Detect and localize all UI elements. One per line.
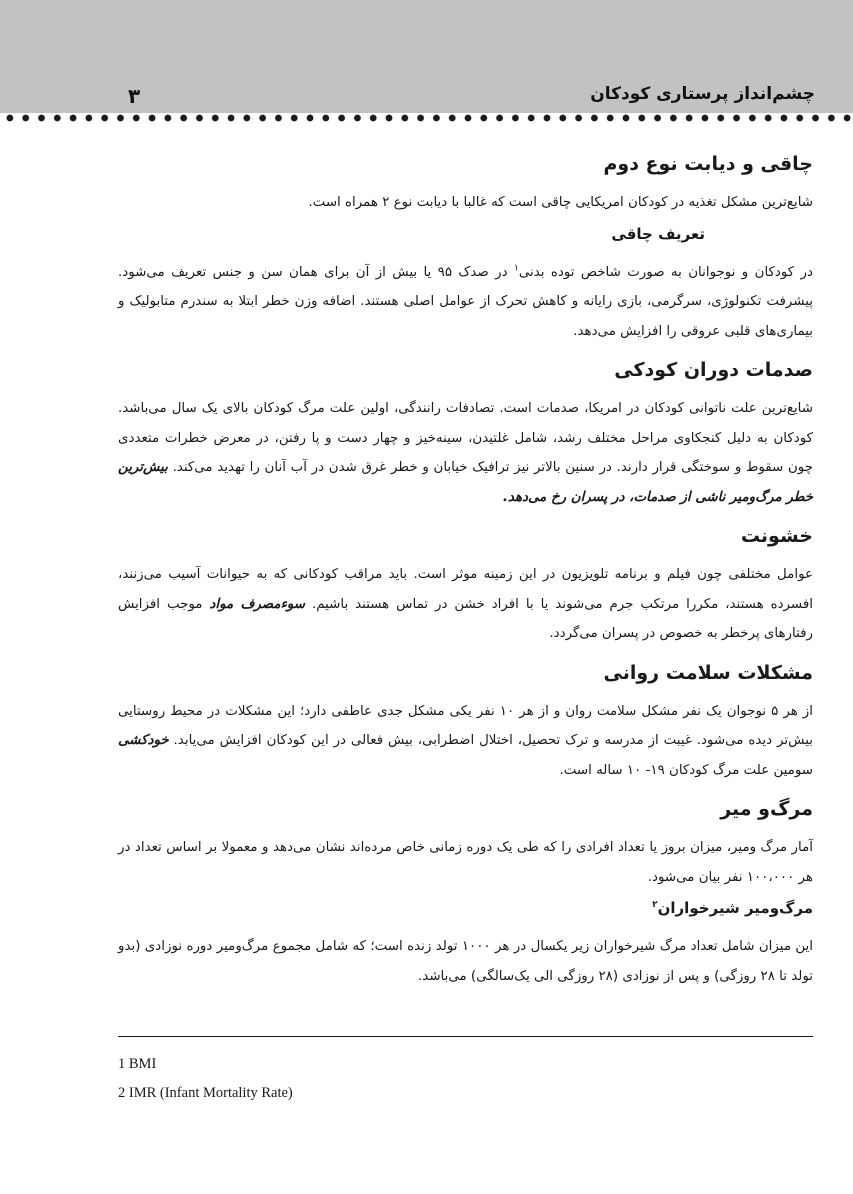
sub-heading: تعریف چاقی xyxy=(611,224,705,243)
paragraph xyxy=(118,258,813,347)
paragraph-text: عوامل مختلفی چون فیلم و برنامه تلویزیون در این زمینه موثر است. باید مراقب کودکانی که به حیوانات آسیب می‌زنند، افسرده هستند، مکررا مرتکب جرم می‌شوند یا با افراد خشن در تماس هستند باشیم. xyxy=(118,567,813,612)
paragraph: شایع‌ترین مشکل تغذیه در کودکان امریکایی چاقی است که غالبا با دیابت نوع ۲ همراه است. xyxy=(308,195,813,210)
section-heading: صدمات دوران کودکی xyxy=(614,359,813,381)
section-mental-health xyxy=(118,659,813,786)
sub-heading xyxy=(118,896,813,920)
section-violence xyxy=(118,522,813,649)
page-number: ۳ xyxy=(128,84,141,108)
emphasis-text: بیش‌ترین خطر مرگ‌ومیر ناشی از صدمات، در پسران رخ می‌دهد. xyxy=(118,460,813,505)
paragraph xyxy=(118,394,813,512)
paragraph-text: در کودکان و نوجوانان به صورت شاخص توده بدنی xyxy=(518,264,813,280)
sub-heading-text: مرگ‌ومیر شیرخواران xyxy=(657,899,813,917)
section-heading: خشونت xyxy=(740,525,813,547)
dotted-divider xyxy=(0,113,853,123)
paragraph-text: موجب افزایش رفتارهای پرخطر به خصوص در پسران می‌گردد. xyxy=(118,596,813,641)
footnote-ref: ۱ xyxy=(513,263,519,274)
section-heading: مشکلات سلامت روانی xyxy=(603,661,813,684)
section-mortality xyxy=(118,795,813,991)
paragraph: آمار مرگ ومیر، میزان بروز یا تعداد افرادی را که طی یک دوره زمانی خاص مرده‌اند نشان می‌دهد و معمولا بر اساس تعداد در هر ۱۰۰،۰۰۰ نفر بیان می‌شود. xyxy=(118,840,813,885)
footnotes xyxy=(118,1050,293,1108)
paragraph xyxy=(118,560,813,649)
paragraph-text: سومین علت مرگ کودکان ۱۹- ۱۰ ساله است. xyxy=(559,762,813,778)
footnote-divider xyxy=(118,1036,813,1037)
paragraph xyxy=(118,697,813,786)
section-obesity xyxy=(118,150,813,346)
footnote-1: 1 BMI xyxy=(118,1056,157,1072)
paragraph-text: از هر ۵ نوجوان یک نفر مشکل سلامت روان و از هر ۱۰ نفر یکی مشکل جدی عاطفی دارد؛ این مشکلات در محیط روستایی بیش‌تر دیده می‌شود. غیبت از مدرسه و ترک تحصیل، اختلال اضطرابی، بیش فعالی در این کودکان افزایش می‌یابد. xyxy=(118,703,813,748)
paragraph-text: در صدک ۹۵ یا بیش از آن برای همان سن و جنس تعریف می‌شود. پیشرفت تکنولوژی، سرگرمی، بازی رایانه و کاهش تحرک از عوامل اصلی هستند. اضافه وزن خطر ابتلا به سندرم متابولیک و بیماری‌های قلبی عروقی را افزایش می‌دهد. xyxy=(118,264,813,339)
paragraph: این میزان شامل تعداد مرگ شیرخواران زیر یکسال در هر ۱۰۰۰ تولد زنده است؛ که شامل مجموع مرگ‌ومیر دوره نوزادی (بدو تولد تا ۲۸ روزگی) و پس از نوزادی (۲۸ روزگی الی یک‌سالگی) می‌باشد. xyxy=(118,939,813,984)
header-band xyxy=(0,0,853,113)
section-heading: مرگ‌و میر xyxy=(720,798,813,820)
footnote-ref: ۲ xyxy=(652,900,658,910)
section-heading: چاقی و دیابت نوع دوم xyxy=(603,153,813,175)
emphasis-text: سوءمصرف مواد xyxy=(209,596,306,612)
page-body xyxy=(118,150,813,1001)
footnote-2: 2 IMR (Infant Mortality Rate) xyxy=(118,1085,293,1101)
paragraph-text: شایع‌ترین علت ناتوانی کودکان در امریکا، صدمات است. تصادفات رانندگی، اولین علت مرگ کودکان بالای یک سال می‌باشد. کودکان به دلیل کنجکاوی مراحل مختلف رشد، شامل غلتیدن، سینه‌خیز و چهار دست و پا رفتن، در معرض خطرات متعددی چون سقوط و سوختگی قرار دارند. در سنین بالاتر نیز ترافیک خیابان و خطر غرق شدن در آب آنان را تهدید می‌کند. xyxy=(118,401,813,475)
running-title: چشم‌انداز پرستاری کودکان xyxy=(590,84,815,104)
emphasis-text: خودکشی xyxy=(118,733,169,748)
section-injuries xyxy=(118,356,813,512)
